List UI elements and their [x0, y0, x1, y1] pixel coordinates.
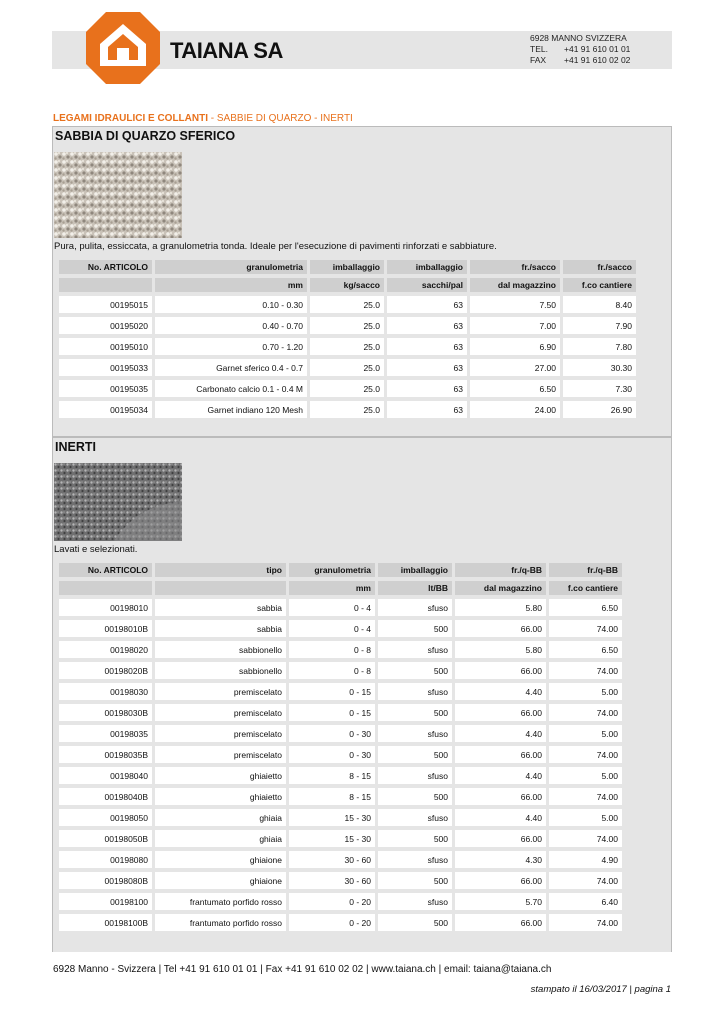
- table-cell: ghiaietto: [155, 788, 286, 805]
- table-cell: 0 - 8: [289, 641, 375, 658]
- table-cell: 66.00: [455, 830, 546, 847]
- table-cell: 63: [387, 380, 467, 397]
- table-row: [59, 788, 622, 805]
- table-cell: 8 - 15: [289, 767, 375, 784]
- column-header: fr./sacco: [470, 260, 560, 274]
- table-cell: 500: [378, 662, 452, 679]
- table-cell: sfuso: [378, 809, 452, 826]
- column-header: dal magazzino: [470, 278, 560, 292]
- column-header: imballaggio: [387, 260, 467, 274]
- breadcrumb-subcategory: - SABBIE DI QUARZO - INERTI: [208, 113, 353, 124]
- table-cell: frantumato porfido rosso: [155, 893, 286, 910]
- table-cell: 25.0: [310, 401, 384, 418]
- table-cell: 74.00: [549, 872, 622, 889]
- table-row: [59, 851, 622, 868]
- table-cell: 500: [378, 620, 452, 637]
- section-aggregates: [52, 437, 672, 952]
- quartz-sand-table: [56, 256, 639, 422]
- table-cell: 4.30: [455, 851, 546, 868]
- column-header: imballaggio: [310, 260, 384, 274]
- table-row: [59, 809, 622, 826]
- table-cell: 500: [378, 830, 452, 847]
- table-cell: 00195033: [59, 359, 152, 376]
- table-row: [59, 725, 622, 742]
- table-cell: ghiaione: [155, 851, 286, 868]
- table-cell: 8.40: [563, 296, 636, 313]
- table-row: [59, 599, 622, 616]
- table-cell: 00198010: [59, 599, 152, 616]
- table-cell: 5.70: [455, 893, 546, 910]
- table-cell: 4.90: [549, 851, 622, 868]
- table-row: [59, 359, 636, 376]
- column-header: imballaggio: [378, 563, 452, 577]
- table-cell: 74.00: [549, 704, 622, 721]
- table-cell: 66.00: [455, 788, 546, 805]
- table-row: [59, 746, 622, 763]
- table-cell: 500: [378, 872, 452, 889]
- table-cell: 500: [378, 704, 452, 721]
- quartz-sand-photo: [54, 152, 182, 238]
- column-header: fr./q-BB: [549, 563, 622, 577]
- table-cell: 63: [387, 317, 467, 334]
- table-cell: 00198020B: [59, 662, 152, 679]
- fax-label: FAX: [530, 55, 547, 65]
- table-cell: 0 - 30: [289, 746, 375, 763]
- table-cell: premiscelato: [155, 683, 286, 700]
- table-cell: 5.80: [455, 599, 546, 616]
- table-cell: sfuso: [378, 641, 452, 658]
- table-row: [59, 620, 622, 637]
- table-cell: ghiaietto: [155, 767, 286, 784]
- table-cell: 7.00: [470, 317, 560, 334]
- table-cell: 0 - 15: [289, 683, 375, 700]
- table-header-row: [59, 581, 622, 595]
- contact-info: [530, 33, 630, 66]
- table-row: [59, 401, 636, 418]
- table-row: [59, 380, 636, 397]
- column-header: mm: [289, 581, 375, 595]
- table-cell: 66.00: [455, 914, 546, 931]
- table-row: [59, 893, 622, 910]
- column-header: No. ARTICOLO: [59, 260, 152, 274]
- table-cell: premiscelato: [155, 746, 286, 763]
- table-cell: 00198040B: [59, 788, 152, 805]
- column-header: mm: [155, 278, 307, 292]
- table-cell: 6.40: [549, 893, 622, 910]
- table-cell: 30 - 60: [289, 851, 375, 868]
- table-cell: ghiaione: [155, 872, 286, 889]
- table-cell: 25.0: [310, 359, 384, 376]
- table-cell: 00198030B: [59, 704, 152, 721]
- column-header: f.co cantiere: [563, 278, 636, 292]
- table-row: [59, 830, 622, 847]
- column-header: f.co cantiere: [549, 581, 622, 595]
- table-cell: 00195020: [59, 317, 152, 334]
- table-cell: 500: [378, 914, 452, 931]
- column-header: fr./q-BB: [455, 563, 546, 577]
- breadcrumb: [53, 113, 353, 124]
- table-cell: 0 - 30: [289, 725, 375, 742]
- table-cell: 00198035: [59, 725, 152, 742]
- table-cell: 0 - 20: [289, 914, 375, 931]
- aggregates-photo: [54, 463, 182, 541]
- table-cell: 25.0: [310, 317, 384, 334]
- table-cell: 63: [387, 359, 467, 376]
- section-description: Lavati e selezionati.: [54, 544, 138, 555]
- table-cell: 25.0: [310, 380, 384, 397]
- table-cell: 74.00: [549, 830, 622, 847]
- table-header-row: [59, 260, 636, 274]
- table-cell: 00195010: [59, 338, 152, 355]
- table-cell: 0 - 15: [289, 704, 375, 721]
- table-cell: 0 - 20: [289, 893, 375, 910]
- table-row: [59, 296, 636, 313]
- table-cell: 7.30: [563, 380, 636, 397]
- table-cell: 27.00: [470, 359, 560, 376]
- table-cell: 00198010B: [59, 620, 152, 637]
- table-cell: sfuso: [378, 725, 452, 742]
- table-cell: 66.00: [455, 872, 546, 889]
- column-header: tipo: [155, 563, 286, 577]
- section-title: INERTI: [55, 440, 96, 454]
- table-row: [59, 641, 622, 658]
- table-cell: sabbionello: [155, 641, 286, 658]
- table-cell: 5.00: [549, 809, 622, 826]
- table-cell: 500: [378, 788, 452, 805]
- table-cell: 00198050B: [59, 830, 152, 847]
- column-header: kg/sacco: [310, 278, 384, 292]
- table-cell: 8 - 15: [289, 788, 375, 805]
- table-cell: sabbionello: [155, 662, 286, 679]
- section-description: Pura, pulita, essiccata, a granulometria tonda. Ideale per l'esecuzione di pavimenti rinforzati e sabbiature.: [54, 241, 497, 252]
- table-cell: 30.30: [563, 359, 636, 376]
- table-cell: 0 - 4: [289, 599, 375, 616]
- table-cell: 15 - 30: [289, 809, 375, 826]
- table-cell: 7.90: [563, 317, 636, 334]
- table-cell: 25.0: [310, 338, 384, 355]
- tel-label: TEL.: [530, 44, 548, 54]
- table-cell: 66.00: [455, 704, 546, 721]
- table-cell: 4.40: [455, 725, 546, 742]
- fax-value: +41 91 610 02 02: [564, 55, 631, 65]
- table-cell: 74.00: [549, 662, 622, 679]
- table-cell: 66.00: [455, 662, 546, 679]
- table-cell: 5.80: [455, 641, 546, 658]
- table-cell: 66.00: [455, 620, 546, 637]
- table-cell: 500: [378, 746, 452, 763]
- table-header-row: [59, 278, 636, 292]
- table-cell: 6.50: [549, 599, 622, 616]
- column-header: [59, 278, 152, 292]
- table-row: [59, 872, 622, 889]
- table-cell: 0.40 - 0.70: [155, 317, 307, 334]
- table-cell: 0 - 8: [289, 662, 375, 679]
- table-cell: sfuso: [378, 599, 452, 616]
- table-cell: 00198080B: [59, 872, 152, 889]
- table-cell: 00198100B: [59, 914, 152, 931]
- table-cell: 6.50: [549, 641, 622, 658]
- table-cell: frantumato porfido rosso: [155, 914, 286, 931]
- contact-tel: [530, 44, 630, 55]
- table-cell: 7.50: [470, 296, 560, 313]
- table-cell: 00198050: [59, 809, 152, 826]
- table-row: [59, 767, 622, 784]
- table-cell: 25.0: [310, 296, 384, 313]
- table-cell: 4.40: [455, 683, 546, 700]
- table-cell: 0.70 - 1.20: [155, 338, 307, 355]
- table-row: [59, 338, 636, 355]
- brand-name: TAIANA SA: [170, 38, 283, 63]
- table-row: [59, 317, 636, 334]
- contact-fax: [530, 55, 630, 66]
- section-quartz-sand: [52, 126, 672, 437]
- column-header: lt/BB: [378, 581, 452, 595]
- table-cell: 74.00: [549, 914, 622, 931]
- table-cell: 00195015: [59, 296, 152, 313]
- table-cell: 4.40: [455, 767, 546, 784]
- taiana-logo-icon: [84, 10, 162, 86]
- footer-contact-line: 6928 Manno - Svizzera | Tel +41 91 610 01 01 | Fax +41 91 610 02 02 | www.taiana.ch | email: taiana@taiana.ch: [53, 964, 552, 975]
- table-cell: sabbia: [155, 620, 286, 637]
- tel-value: +41 91 610 01 01: [564, 44, 631, 54]
- table-cell: sabbia: [155, 599, 286, 616]
- table-cell: 15 - 30: [289, 830, 375, 847]
- table-cell: 74.00: [549, 788, 622, 805]
- table-cell: premiscelato: [155, 704, 286, 721]
- table-cell: 63: [387, 338, 467, 355]
- table-cell: Garnet indiano 120 Mesh: [155, 401, 307, 418]
- column-header: sacchi/pal: [387, 278, 467, 292]
- table-cell: 63: [387, 296, 467, 313]
- column-header: No. ARTICOLO: [59, 563, 152, 577]
- table-cell: 26.90: [563, 401, 636, 418]
- table-header-row: [59, 563, 622, 577]
- section-title: SABBIA DI QUARZO SFERICO: [55, 129, 236, 143]
- table-cell: 0.10 - 0.30: [155, 296, 307, 313]
- table-cell: 00198040: [59, 767, 152, 784]
- column-header: granulometria: [155, 260, 307, 274]
- table-cell: 0 - 4: [289, 620, 375, 637]
- table-cell: 74.00: [549, 746, 622, 763]
- table-cell: 00198035B: [59, 746, 152, 763]
- table-cell: 30 - 60: [289, 872, 375, 889]
- table-cell: 4.40: [455, 809, 546, 826]
- table-cell: 00198100: [59, 893, 152, 910]
- table-cell: Garnet sferico 0.4 - 0.7: [155, 359, 307, 376]
- table-cell: Carbonato calcio 0.1 - 0.4 M: [155, 380, 307, 397]
- table-row: [59, 704, 622, 721]
- table-cell: 00195035: [59, 380, 152, 397]
- column-header: fr./sacco: [563, 260, 636, 274]
- footer-print-date: stampato il 16/03/2017 | pagina 1: [530, 984, 671, 995]
- table-cell: premiscelato: [155, 725, 286, 742]
- table-cell: 74.00: [549, 620, 622, 637]
- table-cell: 5.00: [549, 683, 622, 700]
- table-cell: 7.80: [563, 338, 636, 355]
- breadcrumb-category: LEGAMI IDRAULICI E COLLANTI: [53, 113, 208, 124]
- table-row: [59, 662, 622, 679]
- table-cell: 5.00: [549, 767, 622, 784]
- aggregates-table: [56, 559, 625, 935]
- table-cell: sfuso: [378, 767, 452, 784]
- table-cell: 24.00: [470, 401, 560, 418]
- contact-address: 6928 MANNO SVIZZERA: [530, 33, 627, 43]
- column-header: dal magazzino: [455, 581, 546, 595]
- table-cell: 00198080: [59, 851, 152, 868]
- table-cell: 6.50: [470, 380, 560, 397]
- table-cell: sfuso: [378, 893, 452, 910]
- table-cell: 5.00: [549, 725, 622, 742]
- table-cell: sfuso: [378, 683, 452, 700]
- column-header: [155, 581, 286, 595]
- table-cell: 6.90: [470, 338, 560, 355]
- table-cell: 63: [387, 401, 467, 418]
- table-cell: 00198020: [59, 641, 152, 658]
- table-cell: 00195034: [59, 401, 152, 418]
- table-row: [59, 914, 622, 931]
- table-cell: ghiaia: [155, 830, 286, 847]
- table-cell: ghiaia: [155, 809, 286, 826]
- table-cell: 66.00: [455, 746, 546, 763]
- table-cell: 00198030: [59, 683, 152, 700]
- table-cell: sfuso: [378, 851, 452, 868]
- column-header: [59, 581, 152, 595]
- column-header: granulometria: [289, 563, 375, 577]
- table-row: [59, 683, 622, 700]
